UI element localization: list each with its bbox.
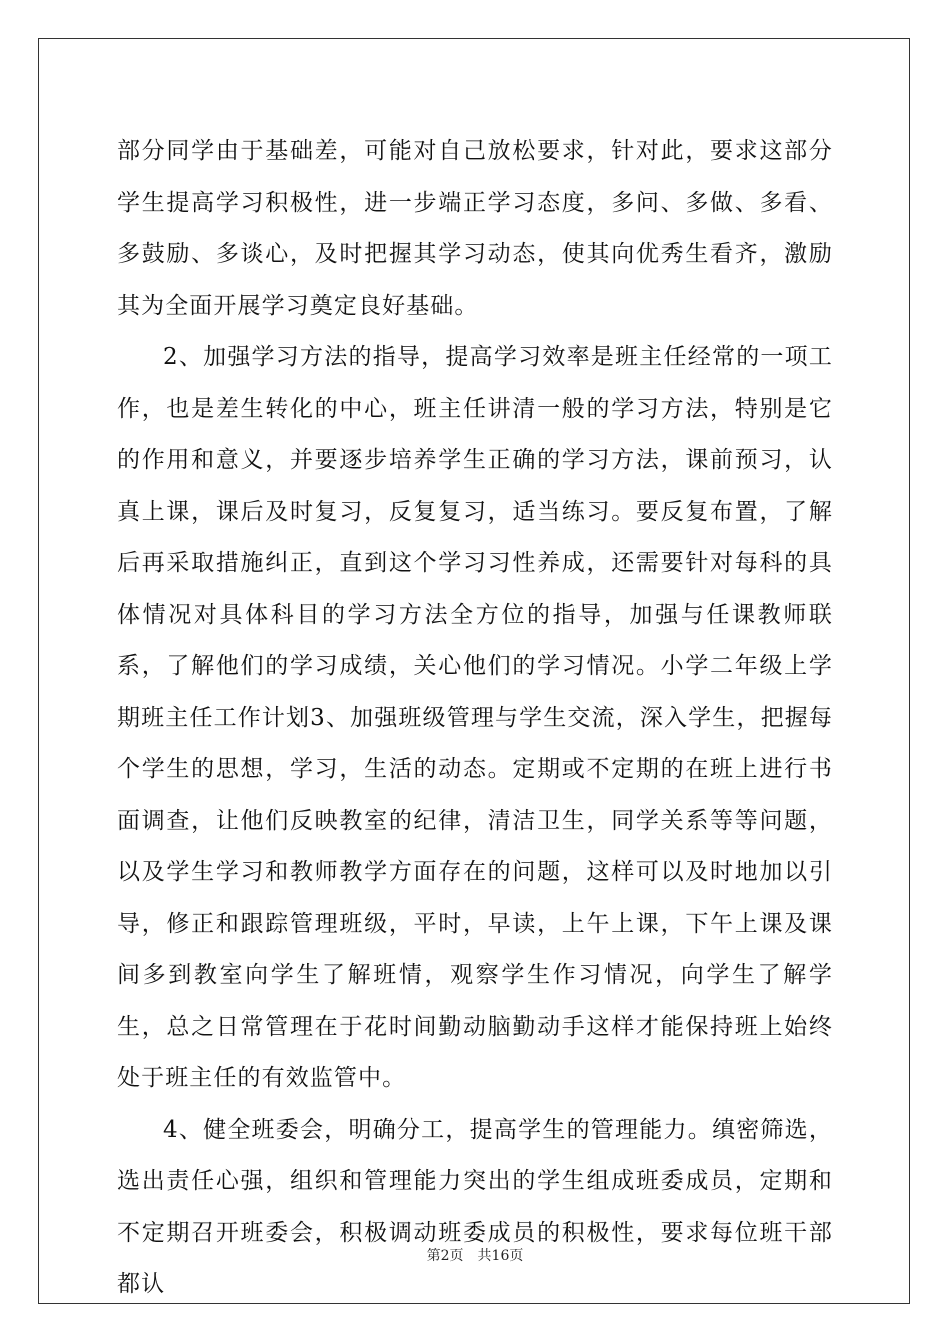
document-body: [117, 126, 833, 1311]
paragraph-3: 4、健全班委会，明确分工，提高学生的管理能力。缜密筛选，选出责任心强，组织和管理能力突出的学生组成班委成员，定期和不定期召开班委会，积极调动班委成员的积极性，要求每位班干部都认: [117, 1116, 833, 1297]
page-number: 第2页: [426, 1248, 464, 1264]
page-total: 共16页: [477, 1248, 524, 1264]
paragraph-1: 部分同学由于基础差，可能对自己放松要求，针对此，要求这部分学生提高学习积极性，进一步端正学习态度，多问、多做、多看、多鼓励、多谈心，及时把握其学习动态，使其向优秀生看齐，激励其为全面开展学习奠定良好基础。: [117, 138, 833, 319]
paragraph-2: 2、加强学习方法的指导，提高学习效率是班主任经常的一项工作，也是差生转化的中心，班主任讲清一般的学习方法，特别是它的作用和意义，并要逐步培养学生正确的学习方法，课前预习，认真上课，课后及时复习，反复复习，适当练习。要反复布置，了解后再采取措施纠正，直到这个学习习性养成，还需要针对每科的具体情况对具体科目的学习方法全方位的指导，加强与任课教师联系，了解他们的学习成绩，关心他们的学习情况。小学二年级上学期班主任工作计划3、加强班级管理与学生交流，深入学生，把握每个学生的思想，学习，生活的动态。定期或不定期的在班上进行书面调查，让他们反映教室的纪律，清洁卫生，同学关系等等问题，以及学生学习和教师教学方面存在的问题，这样可以及时地加以引导，修正和跟踪管理班级，平时，早读，上午上课，下午上课及课间多到教室向学生了解班情，观察学生作习情况，向学生了解学生，总之日常管理在于花时间勤动脑勤动手这样才能保持班上始终处于班主任的有效监管中。: [117, 344, 833, 1091]
page-footer: [0, 1245, 950, 1265]
